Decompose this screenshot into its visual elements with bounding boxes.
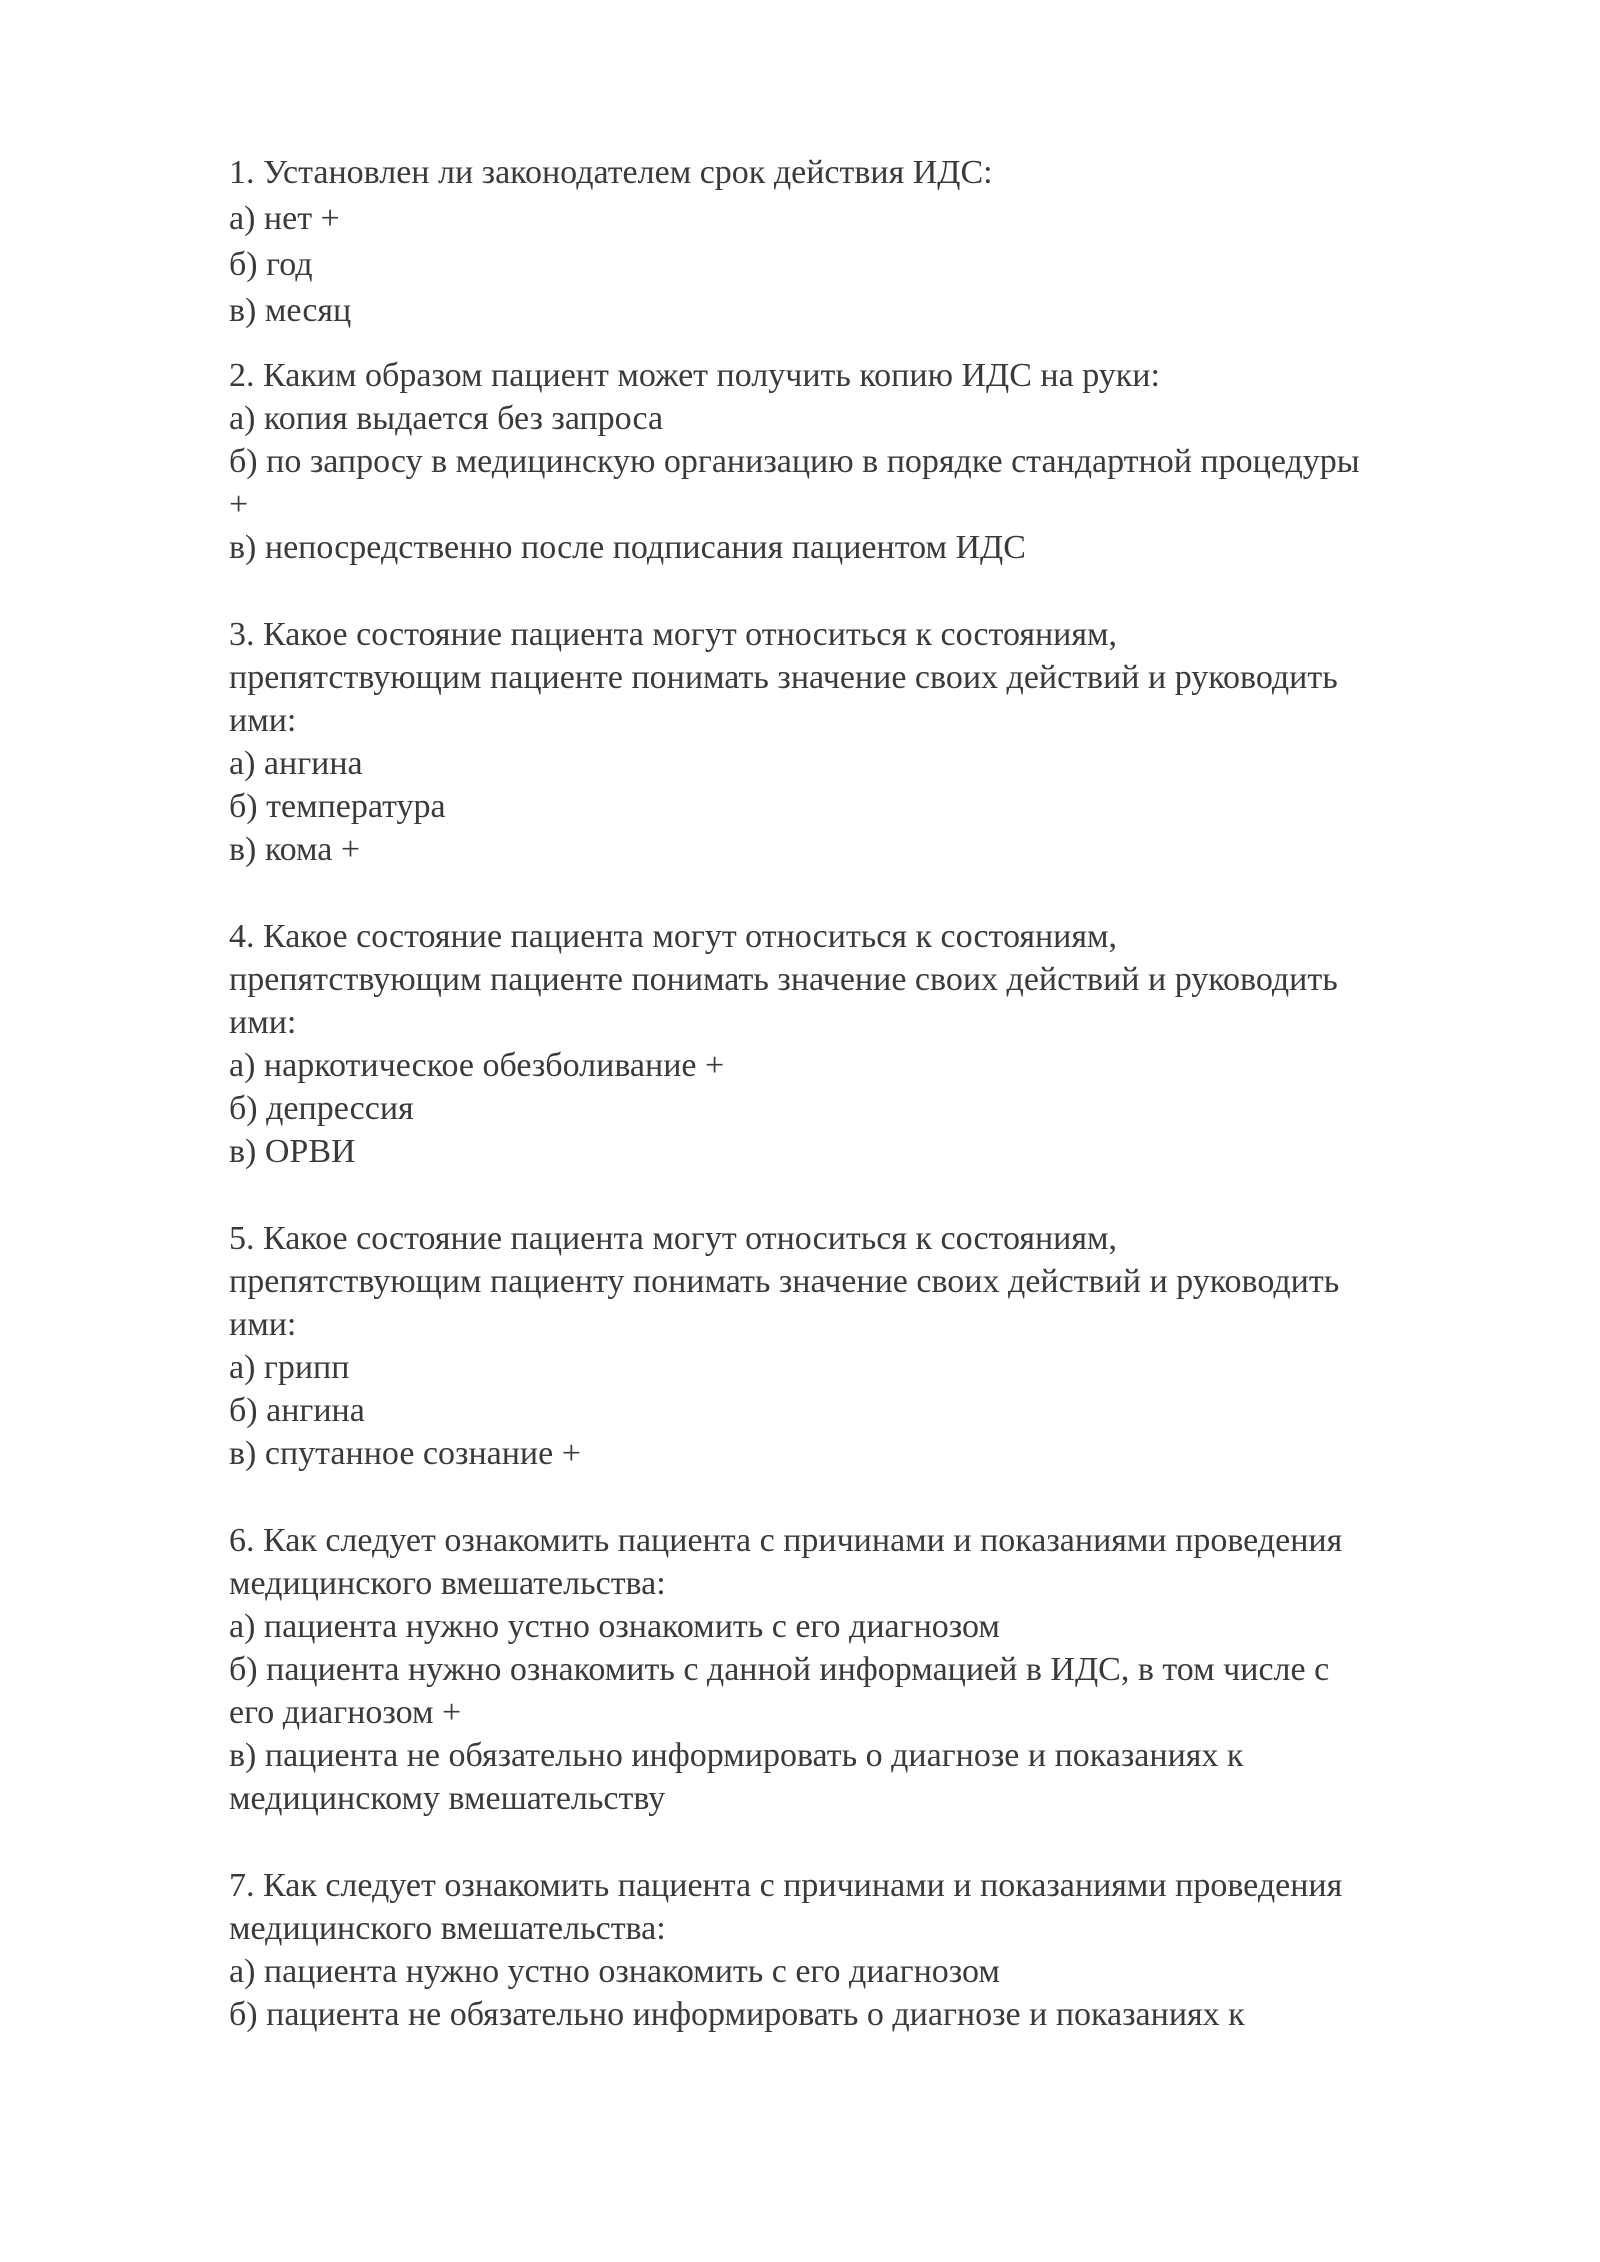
- answer-c: в) непосредственно после подписания пациентом ИДС: [229, 529, 1026, 566]
- question-7-text: 7. Как следует ознакомить пациента с причинами и показаниями проведения: [229, 1867, 1343, 1904]
- question-3-text-continuation: ими:: [229, 702, 297, 739]
- question-4-text-continuation: препятствующим пациенте понимать значение своих действий и руководить: [229, 961, 1338, 998]
- answer-b-continuation: его диагнозом +: [229, 1694, 462, 1731]
- answer-a: а) пациента нужно устно ознакомить с его диагнозом: [229, 1953, 1000, 1990]
- answer-c: в) месяц: [229, 292, 352, 329]
- question-5-text-continuation: препятствующим пациенту понимать значение своих действий и руководить: [229, 1263, 1340, 1300]
- answer-c-continuation: медицинскому вмешательству: [229, 1780, 666, 1817]
- question-2: [229, 354, 1529, 569]
- answer-b: б) температура: [229, 788, 446, 825]
- question-3-text: 3. Какое состояние пациента могут относиться к состояниям,: [229, 616, 1118, 653]
- answer-b: б) ангина: [229, 1392, 365, 1429]
- answer-b: б) год: [229, 246, 313, 283]
- answer-b: б) пациента не обязательно информировать о диагнозе и показаниях к: [229, 1996, 1245, 2033]
- answer-a: а) пациента нужно устно ознакомить с его диагнозом: [229, 1608, 1000, 1645]
- question-5: [229, 1217, 1529, 1475]
- answer-c: в) ОРВИ: [229, 1133, 356, 1170]
- question-1-text: 1. Установлен ли законодателем срок действия ИДС:: [229, 154, 993, 191]
- question-7-text-continuation: медицинского вмешательства:: [229, 1910, 666, 1947]
- question-6-text: 6. Как следует ознакомить пациента с причинами и показаниями проведения: [229, 1522, 1343, 1559]
- answer-b: б) депрессия: [229, 1090, 414, 1127]
- question-4-text-continuation: ими:: [229, 1004, 297, 1041]
- question-5-text-continuation: ими:: [229, 1306, 297, 1343]
- question-6-text-continuation: медицинского вмешательства:: [229, 1565, 666, 1602]
- answer-a: а) копия выдается без запроса: [229, 400, 664, 437]
- answer-a: а) ангина: [229, 745, 363, 782]
- document-body: [229, 150, 1529, 2036]
- answer-c: в) спутанное сознание +: [229, 1435, 581, 1472]
- question-3-text-continuation: препятствующим пациенте понимать значение своих действий и руководить: [229, 659, 1338, 696]
- question-4-text: 4. Какое состояние пациента могут относиться к состояниям,: [229, 918, 1118, 955]
- question-2-text: 2. Каким образом пациент может получить копию ИДС на руки:: [229, 357, 1160, 394]
- answer-a: а) наркотическое обезболивание +: [229, 1047, 725, 1084]
- question-6: [229, 1519, 1529, 1820]
- question-3: [229, 613, 1529, 871]
- answer-a: а) нет +: [229, 200, 340, 237]
- question-5-text: 5. Какое состояние пациента могут относиться к состояниям,: [229, 1220, 1118, 1257]
- question-4: [229, 915, 1529, 1173]
- answer-b-continuation: +: [229, 486, 249, 523]
- answer-c: в) кома +: [229, 831, 361, 868]
- question-1: [229, 150, 1529, 334]
- question-7: [229, 1864, 1529, 2036]
- answer-a: а) грипп: [229, 1349, 350, 1386]
- answer-c: в) пациента не обязательно информировать о диагнозе и показаниях к: [229, 1737, 1244, 1774]
- answer-b: б) по запросу в медицинскую организацию в порядке стандартной процедуры: [229, 443, 1360, 480]
- answer-b: б) пациента нужно ознакомить с данной информацией в ИДС, в том числе с: [229, 1651, 1330, 1688]
